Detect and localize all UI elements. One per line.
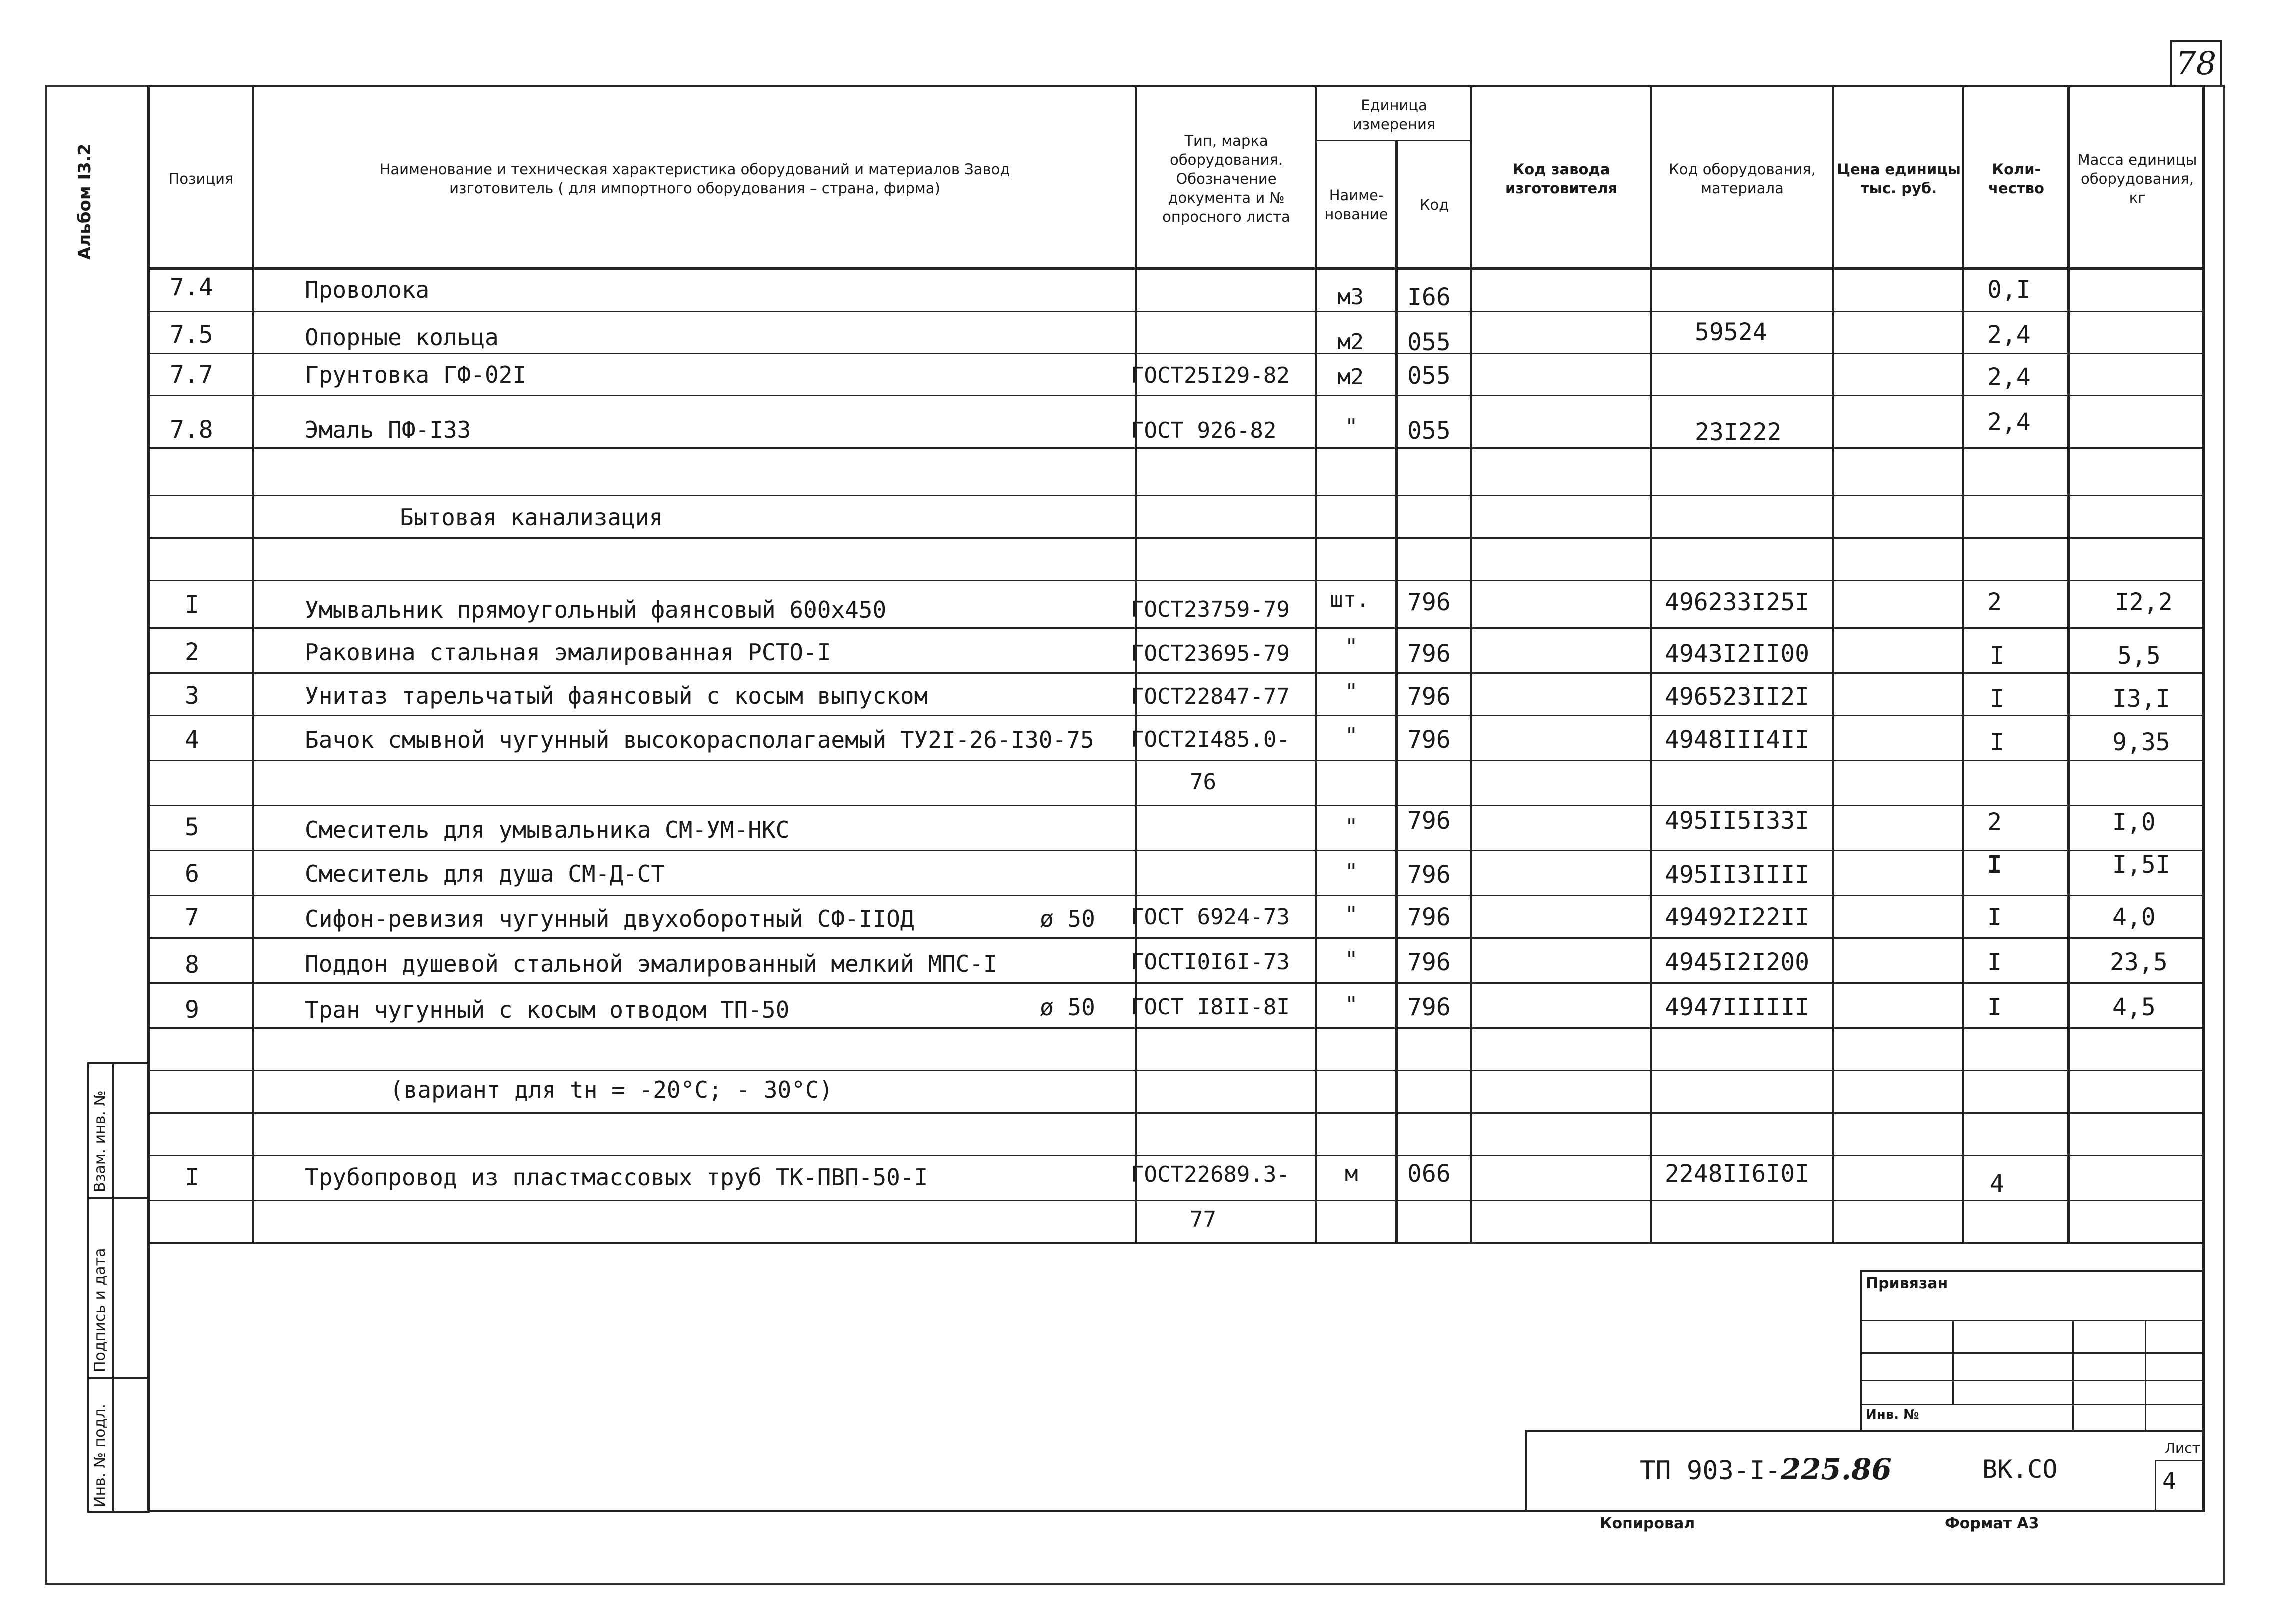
row-mass: 5,5	[2118, 642, 2161, 670]
row-code: 796	[1408, 726, 1451, 754]
row-position: 2	[185, 638, 200, 666]
row-code: 796	[1408, 994, 1451, 1022]
row-unit: "	[1345, 634, 1358, 660]
row-unit: "	[1345, 947, 1358, 972]
row-code: 796	[1408, 861, 1451, 889]
row-quantity: I	[1990, 728, 2004, 756]
row-document-continuation: 77	[1190, 1207, 1216, 1232]
row-name: Тран чугунный с косым отводом ТП-50	[305, 996, 790, 1024]
header-price: Цена единицы тыс. руб.	[1837, 160, 1961, 197]
row-code: 055	[1408, 362, 1451, 390]
page-number: 78	[2170, 40, 2222, 85]
row-position: 7.4	[170, 274, 214, 302]
row-document: ГОСТ I8II-8I	[1131, 994, 1290, 1020]
row-equipment-code: 4948III4II	[1665, 726, 1810, 754]
row-document: ГОСТ22689.3-	[1131, 1162, 1290, 1188]
row-position: 7.7	[170, 361, 214, 389]
podpis-data-label: Подпись и дата	[92, 1248, 109, 1372]
header-equipment-code: Код оборудования, материала	[1669, 160, 1816, 197]
row-name: Поддон душевой стальной эмалированный мелкий МПС-I	[305, 950, 998, 978]
row-document: ГОСТI0I6I-73	[1131, 950, 1290, 975]
row-unit: м2	[1338, 364, 1364, 390]
header-quantity: Коли-чество	[1988, 160, 2044, 197]
row-mass: 4,5	[2112, 994, 2156, 1022]
header-unit-group: Единица измерения	[1352, 97, 1436, 133]
row-document: ГОСТ 6924-73	[1131, 904, 1290, 930]
row-unit: м3	[1338, 284, 1364, 310]
row-unit: шт.	[1330, 587, 1370, 612]
row-unit: "	[1345, 902, 1358, 928]
row-code: 055	[1408, 328, 1451, 356]
row-position: 9	[185, 996, 200, 1024]
row-unit: "	[1345, 814, 1358, 840]
row-document: ГОСТ22847-77	[1131, 684, 1290, 710]
row-mass: 23,5	[2110, 948, 2168, 976]
row-quantity: I	[1988, 994, 2002, 1022]
drawing-frame	[148, 88, 2205, 1512]
header-unit-code: Код	[1420, 196, 1450, 214]
row-document: ГОСТ 926-82	[1131, 418, 1277, 444]
row-mass: I,0	[2112, 808, 2156, 836]
row-quantity: I	[1988, 904, 2002, 932]
row-equipment-code: 49492I22II	[1665, 904, 1810, 932]
inv-podl-label: Инв. № подл.	[92, 1404, 109, 1508]
row-equipment-code: 4943I2II00	[1665, 640, 1810, 668]
row-mass: I3,I	[2112, 685, 2170, 713]
row-quantity: 2	[1988, 588, 2002, 616]
row-document: ГОСТ23695-79	[1131, 641, 1290, 666]
row-code: 796	[1408, 683, 1451, 711]
row-name: Бачок смывной чугунный высокорасполагаемый ТУ2I-26-I30-75	[305, 726, 1094, 754]
row-unit: "	[1345, 992, 1358, 1018]
row-unit: м	[1345, 1161, 1358, 1186]
row-quantity: I	[1988, 851, 2002, 879]
row-quantity: 2	[1988, 808, 2002, 836]
row-name: Умывальник прямоугольный фаянсовый 600х450	[305, 596, 887, 624]
row-mass: 9,35	[2112, 728, 2170, 756]
row-equipment-code: 495II5I33I	[1665, 807, 1810, 835]
row-code: 796	[1408, 588, 1451, 616]
row-code: 066	[1408, 1160, 1451, 1188]
row-equipment-code: 59524	[1695, 318, 1768, 346]
row-equipment-code: 4945I2I200	[1665, 948, 1810, 976]
row-position: 7.5	[170, 321, 214, 349]
header-position: Позиция	[168, 170, 234, 188]
row-quantity: 4	[1990, 1170, 2004, 1198]
row-equipment-code: 2248II6I0I	[1665, 1160, 1810, 1188]
row-unit: "	[1345, 680, 1358, 705]
row-equipment-code: 495II3IIII	[1665, 861, 1810, 889]
row-name: Сифон-ревизия чугунный двухоборотный СФ-IIОД	[305, 906, 914, 932]
row-position: 4	[185, 726, 200, 754]
row-quantity: I	[1990, 642, 2004, 670]
row-name: Раковина стальная эмалированная РСТО-I	[305, 639, 832, 666]
row-document: ГОСТ25I29-82	[1131, 363, 1290, 388]
row-quantity: I	[1988, 948, 2002, 976]
row-name: Унитаз тарельчатый фаянсовый с косым выпуском	[305, 682, 928, 710]
row-quantity: 2,4	[1988, 408, 2031, 436]
row-name: Грунтовка ГФ-02I	[305, 362, 527, 388]
row-mass: I,5I	[2112, 851, 2170, 879]
format-label: Формат А3	[1945, 1515, 2040, 1532]
row-name: Эмаль ПФ-I33	[305, 416, 472, 444]
row-document: ГОСТ23759-79	[1131, 597, 1290, 622]
row-unit: "	[1345, 414, 1358, 440]
row-name: Проволока	[305, 276, 430, 304]
row-code: 796	[1408, 904, 1451, 932]
document-mark: ВК.СО	[1982, 1455, 2058, 1484]
header-unit-name: Наиме-нование	[1324, 187, 1388, 223]
row-position: 3	[185, 682, 200, 710]
row-code: 796	[1408, 948, 1451, 976]
row-unit: "	[1345, 860, 1358, 885]
row-position: 7.8	[170, 416, 214, 444]
row-quantity: I	[1990, 685, 2004, 713]
row-unit: "	[1345, 724, 1358, 749]
row-name: Трубопровод из пластмассовых труб ТК-ПВП-50-I	[305, 1164, 928, 1191]
row-mass: 4,0	[2112, 904, 2156, 932]
row-document-continuation: 76	[1190, 770, 1216, 795]
row-equipment-code: 496523II2I	[1665, 683, 1810, 711]
row-position: 7	[185, 904, 200, 932]
row-position: 6	[185, 860, 200, 888]
row-equipment-code: 496233I25I	[1665, 588, 1810, 616]
header-type-mark: Тип, марка оборудования. Обозначение документа и № опросного листа	[1162, 132, 1290, 226]
list-label: Лист	[2165, 1440, 2200, 1456]
row-position: I	[185, 1164, 200, 1192]
header-plant-code: Код завода изготовителя	[1506, 160, 1618, 197]
row-code: 796	[1408, 807, 1451, 835]
inv-no-label: Инв. №	[1866, 1408, 1920, 1422]
row-code: 796	[1408, 640, 1451, 668]
variant-note: (вариант для tн = -20°С; - 30°С)	[390, 1076, 834, 1104]
row-document: ГОСТ2I485.0-	[1131, 727, 1290, 752]
row-diameter: ø 50	[1040, 906, 1096, 932]
row-code: I66	[1408, 284, 1451, 312]
row-code: 055	[1408, 417, 1451, 445]
header-name: Наименование и техническая характеристика оборудований и материалов Завод изготовитель ( для импортного оборудования – страна, фирма)	[380, 160, 1010, 197]
row-name: Смеситель для душа СМ-Д-СТ	[305, 860, 666, 888]
row-quantity: 2,4	[1988, 364, 2031, 392]
row-name: Опорные кольца	[305, 324, 499, 351]
row-mass: I2,2	[2115, 588, 2173, 616]
row-position: 5	[185, 814, 200, 842]
section-heading: Бытовая канализация	[400, 504, 664, 531]
kopiroval-label: Копировал	[1600, 1515, 1696, 1532]
document-code: ТП 903-I-225.86	[1640, 1452, 1892, 1486]
album-label: Альбом I3.2	[75, 144, 95, 260]
row-position: 8	[185, 951, 200, 979]
row-equipment-code: 4947IIIIII	[1665, 994, 1810, 1022]
row-unit: м2	[1338, 330, 1364, 355]
row-equipment-code: 23I222	[1695, 418, 1782, 446]
row-name: Смеситель для умывальника СМ-УМ-НКС	[305, 816, 790, 844]
row-position: I	[185, 591, 200, 619]
row-diameter: ø 50	[1040, 994, 1096, 1021]
list-number: 4	[2162, 1468, 2176, 1494]
header-mass: Масса единицы оборудования, кг	[2078, 151, 2198, 206]
row-quantity: 0,I	[1988, 276, 2031, 304]
privyazan-label: Привязан	[1866, 1275, 1948, 1292]
vzam-inv-label: Взам. инв. №	[92, 1090, 109, 1192]
row-quantity: 2,4	[1988, 321, 2031, 349]
